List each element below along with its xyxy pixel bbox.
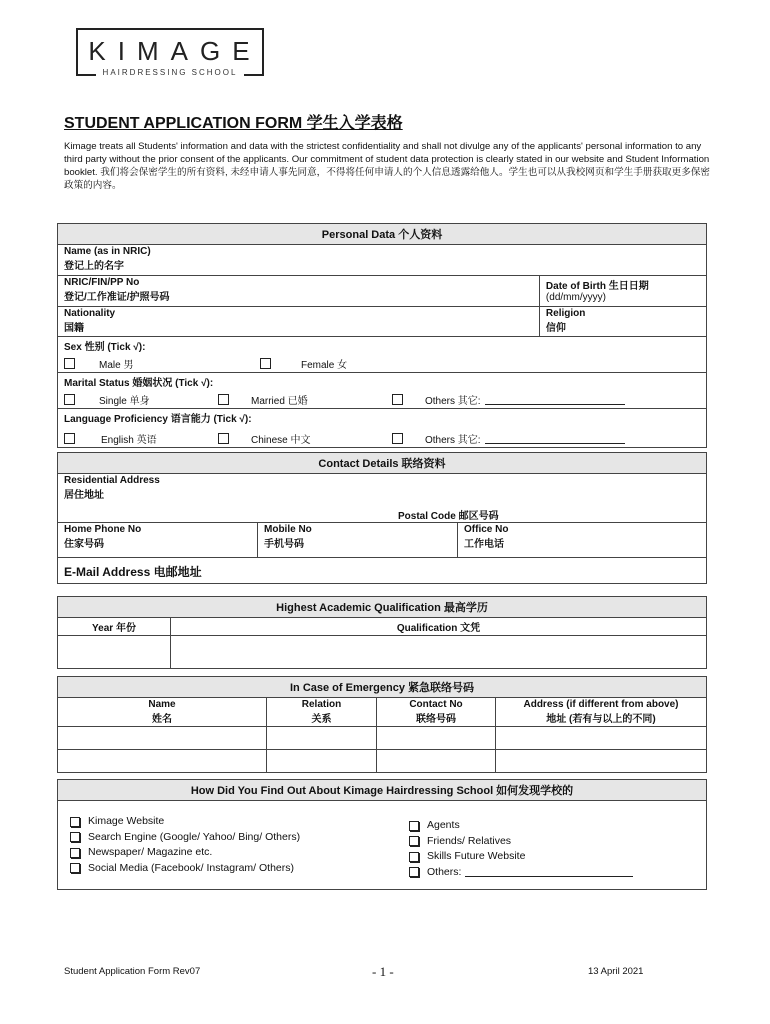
find-out-header: How Did You Find Out About Kimage Hairdressing School 如何发现学校的 <box>58 780 707 801</box>
office-field[interactable] <box>458 523 707 558</box>
footer-form-name: Student Application Form Rev07 <box>64 966 201 977</box>
relation-header: Relation <box>301 699 342 710</box>
name-label: Name (as in NRIC) <box>64 246 151 257</box>
mobile-label: Mobile No <box>264 524 312 535</box>
english-label: English 英语 <box>101 435 157 446</box>
sex-label: Sex 性别 (Tick √): <box>64 342 146 353</box>
dob-format: (dd/mm/yyyy) <box>545 292 606 303</box>
source-checkbox[interactable] <box>409 852 419 862</box>
nationality-field[interactable] <box>58 307 540 337</box>
page-number: - 1 - <box>372 964 394 979</box>
source-checkbox[interactable] <box>70 848 80 858</box>
emergency-cell[interactable] <box>267 727 377 750</box>
source-checkbox[interactable] <box>70 832 80 842</box>
address-label: Residential Address <box>64 475 160 486</box>
female-label: Female 女 <box>301 360 348 371</box>
source-checkbox[interactable] <box>70 817 80 827</box>
male-checkbox[interactable] <box>64 358 75 369</box>
emergency-cell[interactable] <box>58 727 267 750</box>
nationality-label-zh: 国籍 <box>64 323 84 334</box>
emergency-cell[interactable] <box>267 750 377 773</box>
source-label: Social Media (Facebook/ Instagram/ Others) <box>88 861 295 874</box>
emergency-name-header: Name <box>148 699 176 710</box>
married-checkbox[interactable] <box>218 394 229 405</box>
english-checkbox[interactable] <box>64 433 75 444</box>
religion-label: Religion <box>545 308 586 319</box>
page-title: STUDENT APPLICATION FORM 学生入学表格 <box>64 115 403 132</box>
male-label: Male 男 <box>99 360 134 371</box>
source-checkbox[interactable] <box>409 836 419 846</box>
personal-data-table <box>57 223 707 448</box>
home-phone-label-zh: 住家号码 <box>64 539 104 550</box>
emergency-cell[interactable] <box>58 750 267 773</box>
name-label-zh: 登记上的名字 <box>64 261 124 272</box>
nric-label-zh: 登记/工作准证/护照号码 <box>64 292 170 303</box>
emergency-cell[interactable] <box>377 727 496 750</box>
nationality-label: Nationality <box>64 308 116 319</box>
home-phone-label: Home Phone No <box>64 524 142 535</box>
footer-date: 13 April 2021 <box>588 966 644 977</box>
academic-header: Highest Academic Qualification 最高学历 <box>58 597 707 618</box>
nric-label: NRIC/FIN/PP No <box>64 277 140 288</box>
contact-details-table <box>57 452 707 584</box>
mobile-label-zh: 手机号码 <box>264 539 304 550</box>
source-checkbox[interactable] <box>70 863 80 873</box>
emergency-table <box>57 676 707 773</box>
marital-others-checkbox[interactable] <box>392 394 403 405</box>
contact-no-header-zh: 联络号码 <box>416 714 456 725</box>
emergency-cell[interactable] <box>377 750 496 773</box>
email-field[interactable] <box>58 558 707 584</box>
religion-field[interactable] <box>539 307 706 337</box>
find-out-table <box>57 779 707 890</box>
personal-data-header: Personal Data 个人资料 <box>58 224 707 245</box>
source-others-input[interactable] <box>465 867 633 877</box>
source-checkbox[interactable] <box>409 867 419 877</box>
marital-label: Marital Status 婚姻状况 (Tick √): <box>64 378 214 389</box>
relation-header-zh: 关系 <box>311 714 332 725</box>
emergency-header: In Case of Emergency 紧急联络号码 <box>58 677 707 698</box>
intro-paragraph: Kimage treats all Students' information and data with the strictest confidentiality and shall not divulge any of the applicants' personal information to any third party without the prior consent of the applicants. Our commitment of student data protection is clearly stated in our website and Student Information booklet. 我们将会保密学生的所有资料, 未经申请人事先同意，不得将任何申请人的个人信息透露给他人。学生也可以从我校网页和学生手册获取更多保密政策的内容。 <box>64 141 711 191</box>
source-label: Skills Future Website <box>427 850 526 862</box>
dob-label: Date of Birth 生日日期 <box>545 281 649 292</box>
source-label: Kimage Website <box>88 815 165 827</box>
source-checkbox[interactable] <box>409 821 419 831</box>
contact-no-header: Contact No <box>409 699 463 710</box>
language-others-label: Others 其它: <box>425 435 481 446</box>
emergency-cell[interactable] <box>496 727 707 750</box>
emergency-address-header-zh: 地址 (若有与以上的不同) <box>546 714 656 725</box>
female-checkbox[interactable] <box>260 358 271 369</box>
academic-table <box>57 596 707 669</box>
office-label-zh: 工作电话 <box>464 539 504 550</box>
source-label: Friends/ Relatives <box>427 834 512 847</box>
home-phone-field[interactable] <box>58 523 258 558</box>
emergency-address-header: Address (if different from above) <box>523 699 679 710</box>
nric-field[interactable] <box>58 276 540 307</box>
email-label: E-Mail Address 电邮地址 <box>64 565 202 579</box>
marital-others-label: Others 其它: <box>425 396 481 407</box>
postal-code-label: Postal Code 邮区号码 <box>398 511 499 522</box>
qualification-header: Qualification 文凭 <box>171 618 707 636</box>
source-label: Newspaper/ Magazine etc. <box>88 846 213 858</box>
year-cell[interactable] <box>58 636 171 669</box>
office-label: Office No <box>464 524 509 535</box>
logo-subtitle: HAIRDRESSING SCHOOL <box>96 68 244 77</box>
source-label: Others: <box>427 865 462 878</box>
married-label: Married 已婚 <box>251 396 308 407</box>
qualification-cell[interactable] <box>171 636 707 669</box>
religion-label-zh: 信仰 <box>545 323 566 334</box>
emergency-cell[interactable] <box>496 750 707 773</box>
chinese-checkbox[interactable] <box>218 433 229 444</box>
chinese-label: Chinese 中文 <box>251 435 311 446</box>
dob-field[interactable] <box>539 276 706 307</box>
language-label: Language Proficiency 语言能力 (Tick √): <box>64 414 252 425</box>
single-checkbox[interactable] <box>64 394 75 405</box>
source-label: Search Engine (Google/ Yahoo/ Bing/ Others) <box>88 830 301 843</box>
logo: KIMAGE <box>88 36 262 66</box>
source-label: Agents <box>427 819 460 831</box>
mobile-field[interactable] <box>258 523 458 558</box>
year-header: Year 年份 <box>58 618 171 636</box>
address-label-zh: 居住地址 <box>64 490 104 501</box>
emergency-name-header-zh: 姓名 <box>152 714 172 725</box>
marital-others-input[interactable] <box>485 395 625 405</box>
language-others-input[interactable] <box>485 434 625 444</box>
address-field[interactable] <box>58 474 707 523</box>
contact-header: Contact Details 联络资料 <box>58 453 707 474</box>
language-others-checkbox[interactable] <box>392 433 403 444</box>
single-label: Single 单身 <box>99 396 150 407</box>
